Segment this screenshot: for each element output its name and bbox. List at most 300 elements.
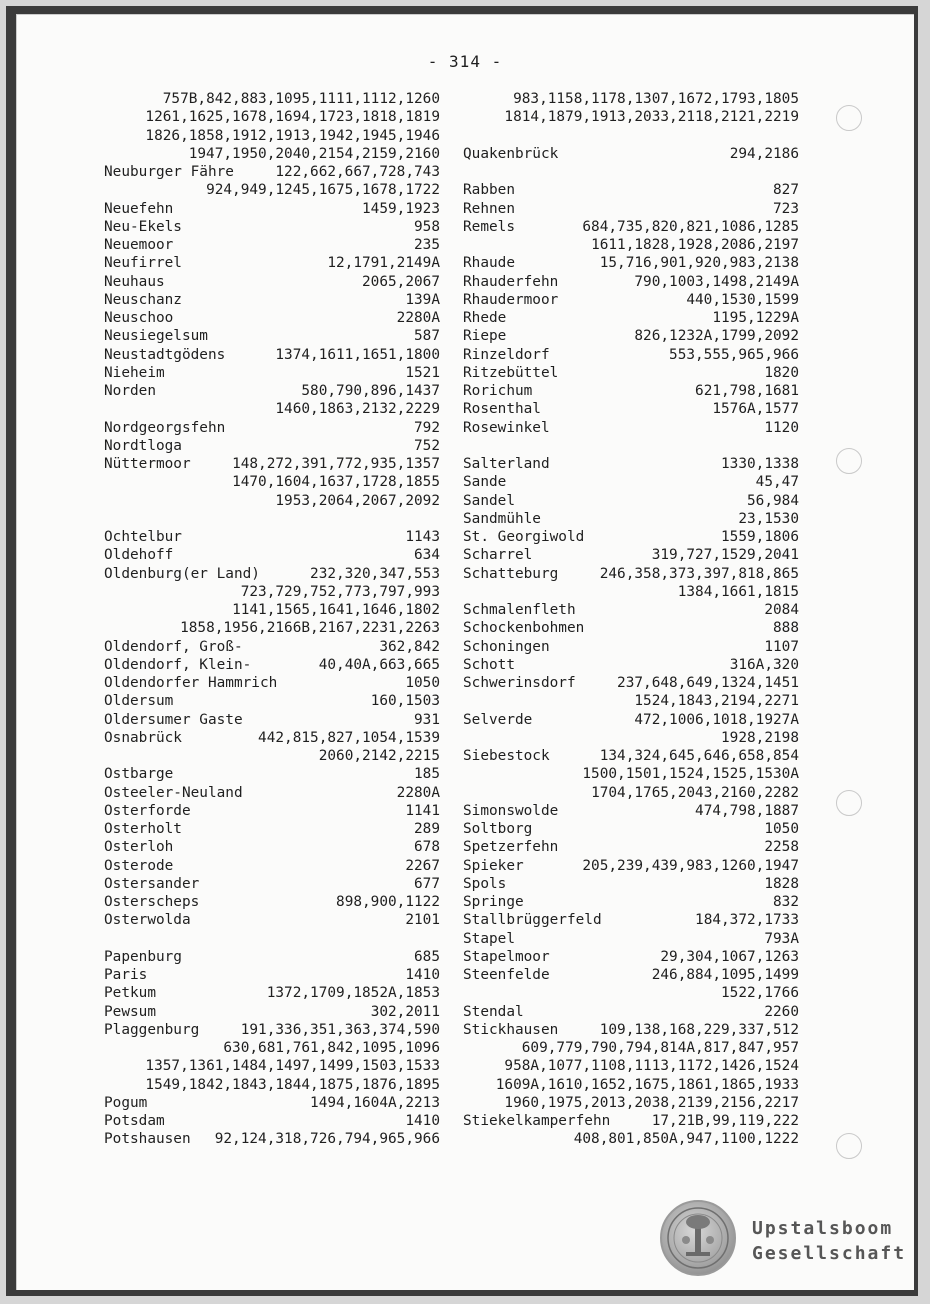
reference-numbers: 685 (414, 948, 440, 965)
place-name: Selverde (463, 711, 533, 728)
place-name: Spetzerfehn (463, 839, 559, 856)
reference-numbers: 2101 (405, 912, 440, 929)
place-name: Osteeler-Neuland (104, 784, 243, 801)
place-name: Schockenbohmen (463, 620, 585, 637)
index-entry (104, 145, 440, 163)
reference-numbers: 17,21B,99,119,222 (651, 1113, 799, 1129)
reference-numbers: 139A (405, 291, 440, 308)
place-name: Neuburger Fähre (104, 164, 234, 180)
index-entry (463, 984, 799, 1002)
index-entry (104, 200, 440, 218)
reference-numbers: 1522,1766 (721, 985, 799, 1002)
place-name: Oldehoff (104, 547, 174, 564)
place-name: Osnabrück (104, 729, 182, 746)
place-name: Rinzeldorf (463, 346, 550, 363)
reference-numbers: 294,2186 (729, 145, 799, 162)
place-name: Stapel (463, 930, 515, 947)
place-name: Spieker (463, 857, 524, 874)
place-name: Quakenbrück (463, 145, 559, 162)
index-entry (463, 838, 799, 856)
index-entry (104, 492, 440, 510)
place-name: Neustadtgödens (104, 346, 226, 363)
index-entry (104, 364, 440, 382)
reference-numbers: 678 (414, 839, 440, 856)
reference-numbers: 1828 (764, 875, 799, 892)
place-name: Nordtloga (104, 437, 182, 454)
index-entry (463, 346, 799, 364)
index-entry (463, 473, 799, 491)
reference-numbers: 1500,1501,1524,1525,1530A (582, 766, 799, 783)
place-name: Stapelmoor (463, 948, 550, 965)
index-entry (104, 857, 440, 875)
place-name: Osterholt (104, 821, 182, 837)
reference-numbers: 2065,2067 (362, 273, 440, 290)
reference-numbers: 40,40A,663,665 (318, 656, 440, 673)
reference-numbers: 634 (414, 547, 440, 564)
place-name: Osterforde (104, 802, 191, 819)
index-entry (104, 382, 440, 400)
index-entry (104, 966, 440, 984)
index-entry (463, 254, 799, 272)
reference-numbers: 23,1530 (738, 510, 799, 527)
index-entry (104, 163, 440, 181)
reference-numbers: 1559,1806 (721, 529, 799, 545)
index-entry (104, 327, 440, 345)
place-name: Sandmühle (463, 510, 541, 527)
place-name: Rosewinkel (463, 419, 550, 436)
place-name: Stendal (463, 1003, 524, 1020)
reference-numbers: 45,47 (755, 474, 799, 491)
place-name: Remels (463, 218, 515, 235)
place-name: Ritzebüttel (463, 364, 559, 381)
reference-numbers: 677 (414, 875, 440, 892)
index-entry (463, 218, 799, 236)
index-entry (104, 455, 440, 473)
place-name: Schott (463, 656, 515, 673)
reference-numbers: 316A,320 (729, 656, 799, 673)
index-entry (463, 1076, 799, 1094)
place-name: Rhauderfehn (463, 273, 559, 290)
place-name: Schoningen (463, 638, 550, 655)
reference-numbers: 790,1003,1498,2149A (634, 273, 799, 290)
reference-numbers: 684,735,820,821,1086,1285 (582, 218, 799, 235)
reference-numbers: 580,790,896,1437 (301, 383, 440, 399)
reference-numbers: 931 (414, 711, 440, 728)
place-name: Potshausen (104, 1131, 191, 1148)
place-name: Neuhaus (104, 273, 165, 290)
place-name: Rorichum (463, 383, 533, 399)
index-entry (104, 692, 440, 710)
index-entry (104, 1039, 440, 1057)
place-name: Steenfelde (463, 967, 550, 983)
reference-numbers: 958A,1077,1108,1113,1172,1426,1524 (504, 1058, 799, 1075)
index-entry (463, 966, 799, 984)
index-entry (104, 784, 440, 802)
place-name: Sande (463, 474, 507, 491)
reference-numbers: 56,984 (747, 492, 799, 509)
place-name: Rosenthal (463, 401, 541, 418)
place-name: Oldersum (104, 693, 174, 710)
reference-numbers: 793A (764, 930, 799, 947)
place-name: Neu-Ekels (104, 218, 182, 235)
index-entry (104, 473, 440, 491)
reference-numbers: 924,949,1245,1675,1678,1722 (206, 182, 440, 199)
index-entry (463, 565, 799, 583)
index-entry (104, 619, 440, 637)
index-entry (104, 419, 440, 437)
index-entry (463, 1003, 799, 1021)
index-entry (104, 254, 440, 272)
reference-numbers: 302,2011 (370, 1003, 440, 1020)
place-name: Oldendorf, Klein- (104, 656, 252, 673)
reference-numbers: 2060,2142,2215 (318, 748, 440, 764)
reference-numbers: 1050 (405, 675, 440, 691)
place-name: Osterscheps (104, 894, 200, 910)
index-entry (104, 820, 440, 838)
place-name: Nordgeorgsfehn (104, 419, 226, 436)
index-entry (463, 1021, 799, 1039)
reference-numbers: 1820 (764, 364, 799, 381)
reference-numbers: 191,336,351,363,374,590 (240, 1021, 440, 1038)
index-entry (104, 291, 440, 309)
index-entry (104, 218, 440, 236)
reference-numbers: 1120 (764, 419, 799, 436)
index-entry (104, 674, 440, 692)
index-entry (463, 802, 799, 820)
index-entry (463, 1057, 799, 1075)
place-name: Spols (463, 875, 507, 892)
reference-numbers: 472,1006,1018,1927A (634, 711, 799, 728)
index-entry (463, 729, 799, 747)
blank-line (463, 127, 799, 145)
index-entry (104, 127, 440, 145)
reference-numbers: 1141 (405, 802, 440, 819)
place-name: Simonswolde (463, 802, 559, 819)
index-entry (104, 400, 440, 418)
reference-numbers: 408,801,850A,947,1100,1222 (573, 1131, 799, 1148)
reference-numbers: 1050 (764, 821, 799, 837)
reference-numbers: 1143 (405, 529, 440, 545)
place-name: Petkum (104, 985, 156, 1002)
index-entry (463, 455, 799, 473)
index-entry (463, 784, 799, 802)
index-entry (463, 1112, 799, 1130)
index-entry (463, 601, 799, 619)
reference-numbers: 2084 (764, 602, 799, 618)
place-name: Stickhausen (463, 1021, 559, 1038)
place-name: Siebestock (463, 748, 550, 764)
index-entry (104, 711, 440, 729)
reference-numbers: 134,324,645,646,658,854 (599, 748, 799, 764)
index-entry (463, 911, 799, 929)
reference-numbers: 442,815,827,1054,1539 (258, 729, 440, 746)
index-entry (463, 1094, 799, 1112)
place-name: Rhaude (463, 255, 515, 272)
index-entry (104, 984, 440, 1002)
place-name: St. Georgiwold (463, 529, 585, 545)
place-name: Soltborg (463, 821, 533, 837)
blank-line (463, 437, 799, 455)
reference-numbers: 12,1791,2149A (327, 255, 440, 272)
index-entry (104, 765, 440, 783)
reference-numbers: 888 (773, 620, 799, 637)
index-entry (463, 930, 799, 948)
reference-numbers: 92,124,318,726,794,965,966 (214, 1131, 440, 1148)
reference-numbers: 723,729,752,773,797,993 (240, 583, 440, 600)
place-name: Oldendorf, Groß- (104, 638, 243, 655)
reference-numbers: 29,304,1067,1263 (660, 948, 799, 965)
index-entry (463, 528, 799, 546)
index-entry (463, 674, 799, 692)
index-entry (463, 200, 799, 218)
index-entry (463, 857, 799, 875)
index-entry (104, 1003, 440, 1021)
reference-numbers: 246,358,373,397,818,865 (599, 565, 799, 582)
reference-numbers: 983,1158,1178,1307,1672,1793,1805 (513, 91, 799, 107)
reference-numbers: 2280A (396, 784, 440, 801)
index-entry (104, 437, 440, 455)
index-entry (463, 419, 799, 437)
index-entry (104, 893, 440, 911)
publisher-seal-logo (660, 1200, 736, 1276)
reference-numbers: 15,716,901,920,983,2138 (599, 255, 799, 272)
reference-numbers: 621,798,1681 (695, 383, 799, 399)
place-name: Pogum (104, 1094, 148, 1111)
place-name: Plaggenburg (104, 1021, 200, 1038)
reference-numbers: 1470,1604,1637,1728,1855 (232, 474, 440, 491)
place-name: Neuschoo (104, 310, 174, 326)
index-entry (463, 692, 799, 710)
place-name: Oldersumer Gaste (104, 711, 243, 728)
index-entry (463, 875, 799, 893)
index-entry (104, 1021, 440, 1039)
reference-numbers: 1107 (764, 638, 799, 655)
place-name: Pewsum (104, 1003, 156, 1020)
index-entry (104, 1094, 440, 1112)
reference-numbers: 235 (414, 237, 440, 253)
index-entry (463, 400, 799, 418)
place-name: Oldendorfer Hammrich (104, 675, 278, 691)
index-entry (104, 181, 440, 199)
reference-numbers: 630,681,761,842,1095,1096 (223, 1040, 440, 1056)
reference-numbers: 1384,1661,1815 (677, 583, 799, 600)
reference-numbers: 232,320,347,553 (310, 565, 440, 582)
reference-numbers: 1494,1604A,2213 (310, 1094, 440, 1111)
index-entry (463, 382, 799, 400)
reference-numbers: 1928,2198 (721, 729, 799, 746)
place-name: Norden (104, 383, 156, 399)
index-entry (463, 108, 799, 126)
index-entry (104, 638, 440, 656)
index-entry (463, 747, 799, 765)
reference-numbers: 2280A (396, 310, 440, 326)
place-name: Neufirrel (104, 255, 182, 272)
index-entry (104, 583, 440, 601)
index-entry (104, 838, 440, 856)
reference-numbers: 205,239,439,983,1260,1947 (582, 857, 799, 874)
reference-numbers: 832 (773, 894, 799, 910)
binder-hole (836, 790, 862, 816)
index-entry (104, 546, 440, 564)
binder-hole (836, 448, 862, 474)
reference-numbers: 1947,1950,2040,2154,2159,2160 (188, 145, 440, 162)
index-entry (463, 1130, 799, 1148)
index-entry (463, 546, 799, 564)
reference-numbers: 1460,1863,2132,2229 (275, 401, 440, 418)
index-entry (104, 1076, 440, 1094)
reference-numbers: 109,138,168,229,337,512 (599, 1021, 799, 1038)
place-name: Oldenburg(er Land) (104, 565, 260, 582)
reference-numbers: 587 (414, 328, 440, 345)
place-name: Stiekelkamperfehn (463, 1113, 611, 1129)
index-entry (104, 90, 440, 108)
index-entry (463, 583, 799, 601)
index-entry (463, 309, 799, 327)
publisher-name-line1: Upstalsboom (752, 1218, 894, 1239)
reference-numbers: 1953,2064,2067,2092 (275, 492, 440, 509)
index-column-right (463, 90, 799, 1149)
reference-numbers: 1410 (405, 967, 440, 983)
place-name: Schwerinsdorf (463, 675, 576, 691)
index-entry (104, 1130, 440, 1148)
place-name: Osterwolda (104, 912, 191, 929)
reference-numbers: 122,662,667,728,743 (275, 164, 440, 180)
place-name: Osterloh (104, 839, 174, 856)
index-entry (104, 601, 440, 619)
place-name: Sandel (463, 492, 515, 509)
index-entry (463, 656, 799, 674)
index-entry (104, 875, 440, 893)
index-entry (104, 1057, 440, 1075)
reference-numbers: 898,900,1122 (336, 894, 440, 910)
reference-numbers: 752 (414, 437, 440, 454)
index-entry (463, 236, 799, 254)
index-entry (463, 145, 799, 163)
reference-numbers: 827 (773, 182, 799, 199)
index-column-left (104, 90, 440, 1149)
index-entry (463, 327, 799, 345)
place-name: Stallbrüggerfeld (463, 912, 602, 929)
index-entry (104, 1112, 440, 1130)
place-name: Ostbarge (104, 766, 174, 783)
index-entry (104, 273, 440, 291)
reference-numbers: 2267 (405, 857, 440, 874)
index-entry (104, 565, 440, 583)
reference-numbers: 1521 (405, 364, 440, 381)
index-entry (463, 638, 799, 656)
publisher-name-line2: Gesellschaft (752, 1243, 907, 1264)
index-entry (104, 729, 440, 747)
reference-numbers: 757B,842,883,1095,1111,1112,1260 (162, 91, 440, 107)
place-name: Rehnen (463, 200, 515, 217)
reference-numbers: 1960,1975,2013,2038,2139,2156,2217 (504, 1094, 799, 1111)
index-entry (463, 1039, 799, 1057)
blank-line (104, 510, 440, 528)
place-name: Potsdam (104, 1113, 165, 1129)
place-name: Schmalenfleth (463, 602, 576, 618)
reference-numbers: 319,727,1529,2041 (651, 547, 799, 564)
reference-numbers: 1141,1565,1641,1646,1802 (232, 602, 440, 618)
place-name: Neuefehn (104, 200, 174, 217)
place-name: Paris (104, 967, 148, 983)
place-name: Rhaudermoor (463, 291, 559, 308)
reference-numbers: 1459,1923 (362, 200, 440, 217)
reference-numbers: 1858,1956,2166B,2167,2231,2263 (180, 620, 440, 637)
reference-numbers: 1814,1879,1913,2033,2118,2121,2219 (504, 109, 799, 126)
reference-numbers: 148,272,391,772,935,1357 (232, 456, 440, 472)
index-entry (104, 108, 440, 126)
reference-numbers: 1826,1858,1912,1913,1942,1945,1946 (145, 127, 440, 144)
reference-numbers: 1704,1765,2043,2160,2282 (591, 784, 799, 801)
page-number: - 314 - (427, 52, 503, 71)
place-name: Ochtelbur (104, 529, 182, 545)
index-entry (463, 273, 799, 291)
reference-numbers: 184,372,1733 (695, 912, 799, 929)
index-entry (104, 309, 440, 327)
index-entry (104, 911, 440, 929)
index-entry (104, 656, 440, 674)
place-name: Osterode (104, 857, 174, 874)
reference-numbers: 185 (414, 766, 440, 783)
reference-numbers: 237,648,649,1324,1451 (617, 675, 799, 691)
reference-numbers: 1374,1611,1651,1800 (275, 346, 440, 363)
binder-hole (836, 105, 862, 131)
index-entry (104, 802, 440, 820)
reference-numbers: 792 (414, 419, 440, 436)
index-entry (463, 492, 799, 510)
index-entry (104, 346, 440, 364)
index-entry (463, 364, 799, 382)
reference-numbers: 1524,1843,2194,2271 (634, 693, 799, 710)
reference-numbers: 1330,1338 (721, 456, 799, 472)
index-entry (463, 291, 799, 309)
reference-numbers: 1372,1709,1852A,1853 (266, 985, 440, 1002)
index-entry (463, 90, 799, 108)
reference-numbers: 1576A,1577 (712, 401, 799, 418)
reference-numbers: 1261,1625,1678,1694,1723,1818,1819 (145, 109, 440, 126)
reference-numbers: 2258 (764, 839, 799, 856)
reference-numbers: 440,1530,1599 (686, 291, 799, 308)
blank-line (463, 163, 799, 181)
place-name: Ostersander (104, 875, 200, 892)
place-name: Scharrel (463, 547, 533, 564)
place-name: Nüttermoor (104, 456, 191, 472)
reference-numbers: 362,842 (379, 638, 440, 655)
blank-line (104, 930, 440, 948)
place-name: Neuschanz (104, 291, 182, 308)
reference-numbers: 553,555,965,966 (669, 346, 799, 363)
place-name: Nieheim (104, 364, 165, 381)
place-name: Rabben (463, 182, 515, 199)
index-entry (463, 711, 799, 729)
reference-numbers: 723 (773, 200, 799, 217)
binder-hole (836, 1133, 862, 1159)
place-name: Schatteburg (463, 565, 559, 582)
reference-numbers: 289 (414, 821, 440, 837)
index-entry (463, 510, 799, 528)
place-name: Papenburg (104, 948, 182, 965)
index-entry (463, 820, 799, 838)
index-entry (463, 765, 799, 783)
place-name: Neusiegelsum (104, 328, 208, 345)
reference-numbers: 826,1232A,1799,2092 (634, 328, 799, 345)
reference-numbers: 1549,1842,1843,1844,1875,1876,1895 (145, 1076, 440, 1093)
reference-numbers: 958 (414, 218, 440, 235)
index-entry (104, 948, 440, 966)
index-entry (463, 619, 799, 637)
place-name: Neuemoor (104, 237, 174, 253)
reference-numbers: 1410 (405, 1113, 440, 1129)
